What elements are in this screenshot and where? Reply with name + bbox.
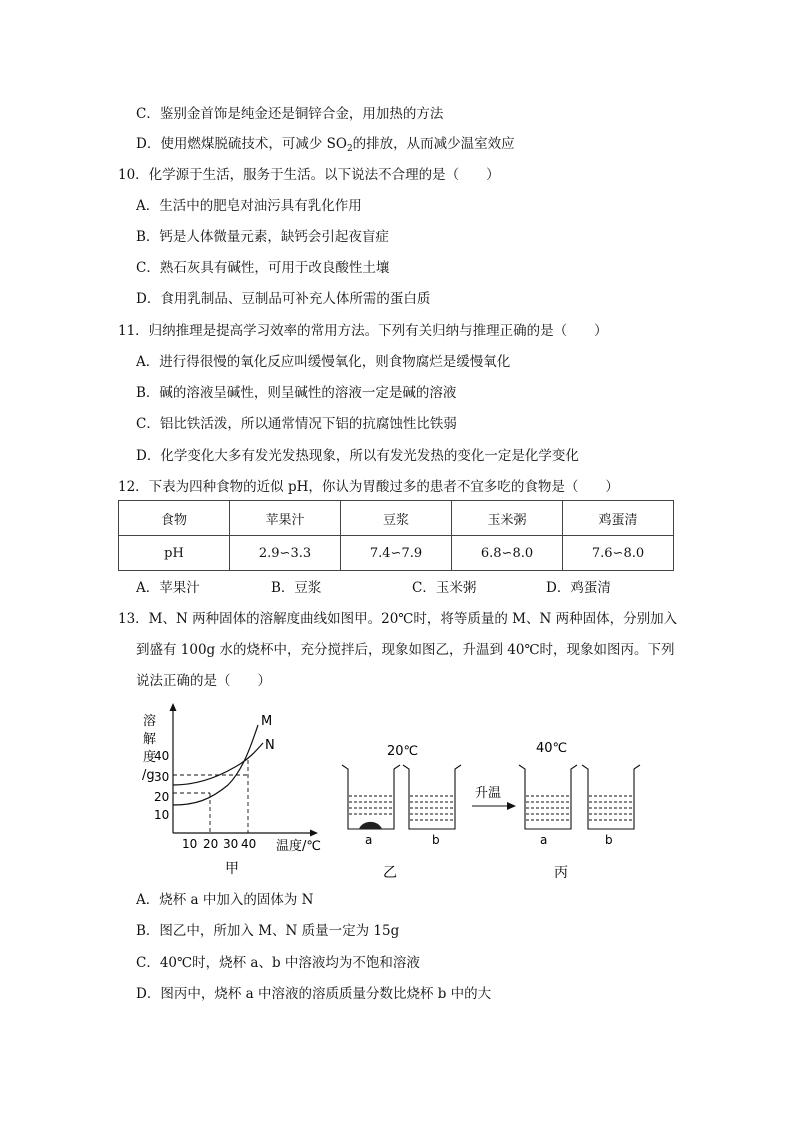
beakers-bing (519, 741, 640, 881)
x-tick-label: 20 (203, 837, 219, 851)
q11-stem: 11．归纳推理是提高学习效率的常用方法。下列有关归纳与推理正确的是（ ） (118, 323, 608, 339)
solubility-chart (142, 703, 321, 877)
q9-option-c: C．鉴别金首饰是纯金还是铜锌合金，用加热的方法 (136, 106, 444, 122)
beaker-label-b: b (432, 833, 440, 847)
ph-table-header-row (119, 501, 674, 536)
ph-table-cell: 鸡蛋清 (563, 501, 674, 536)
arrow-label: 升温 (475, 786, 502, 801)
ph-table-cell: 苹果汁 (230, 501, 341, 536)
x-tick-label: 40 (241, 837, 257, 851)
q13-option-b: B．图乙中，所加入 M、N 质量一定为 15g (136, 923, 400, 939)
temp-label-20: 20℃ (387, 744, 419, 759)
q12-option-b: B．豆浆 (271, 580, 322, 596)
q12-option-d: D．鸡蛋清 (546, 580, 611, 596)
beaker-label-a: a (540, 833, 548, 847)
q11-option-b: B．碱的溶液呈碱性，则呈碱性的溶液一定是碱的溶液 (136, 385, 457, 401)
ph-table-cell: 玉米粥 (452, 501, 563, 536)
curve-n-label: N (265, 738, 275, 753)
ph-table-cell: 食物 (119, 501, 230, 536)
q9-option-d-subscript: 2 (346, 144, 353, 154)
ph-table-cell: 7.4∽7.9 (341, 536, 452, 571)
caption-yi: 乙 (383, 865, 397, 881)
q12-option-a: A．苹果汁 (136, 580, 200, 596)
q13-stem-line2: 到盛有 100g 水的烧杯中，充分搅拌后，现象如图乙，升温到 40℃时，现象如图丙。下列 (136, 642, 675, 658)
q12-options (136, 578, 656, 598)
q12-stem: 12．下表为四种食物的近似 pH，你认为胃酸过多的患者不宜多吃的食物是（ ） (118, 479, 619, 495)
beaker-b-bing (582, 765, 640, 829)
y-tick-label: 10 (154, 808, 170, 822)
q11-option-d: D．化学变化大多有发光发热现象，所以有发光发热的变化一定是化学变化 (136, 448, 579, 464)
beaker-a-bing (519, 765, 577, 829)
y-axis-label-3: 度 (143, 750, 157, 765)
caption-jia: 甲 (225, 861, 239, 877)
y-axis-label-1: 溶 (143, 714, 157, 729)
q9-option-d-text: D．使用燃煤脱硫技术，可减少 SO (136, 136, 347, 152)
q9-option-d-text-end: 的排放，从而减少温室效应 (352, 136, 515, 152)
curve-m-label: M (261, 714, 273, 729)
q10-option-d: D．食用乳制品、豆制品可补充人体所需的蛋白质 (136, 291, 431, 307)
ph-table-value-row (119, 536, 674, 571)
q9-option-d (136, 134, 515, 159)
y-tick-label: 40 (154, 749, 170, 763)
y-tick-label: 20 (154, 790, 170, 804)
q13-option-a: A．烧杯 a 中加入的固体为 N (136, 892, 314, 908)
solubility-figure (0, 695, 794, 895)
q13-stem-line1: 13．M、N 两种固体的溶解度曲线如图甲。20℃时，将等质量的 M、N 两种固体，分别加入 (118, 611, 678, 627)
q11-option-c: C．铝比铁活泼，所以通常情况下铝的抗腐蚀性比铁弱 (136, 416, 457, 432)
ph-table-cell: 豆浆 (341, 501, 452, 536)
heating-arrow (472, 786, 516, 810)
y-axis-label-2: 解 (143, 732, 157, 747)
q10-option-c: C．熟石灰具有碱性，可用于改良酸性土壤 (136, 260, 390, 276)
ph-table-cell: 7.6∽8.0 (563, 536, 674, 571)
y-tick-label: 30 (154, 770, 170, 784)
q10-stem: 10．化学源于生活，服务于生活。以下说法不合理的是（ ） (118, 167, 500, 183)
q10-option-b: B．钙是人体微量元素，缺钙会引起夜盲症 (136, 229, 389, 245)
y-axis-arrow (170, 703, 177, 711)
caption-bing: 丙 (554, 865, 568, 881)
ph-table-cell: pH (119, 536, 230, 571)
x-tick-label: 30 (223, 837, 239, 851)
x-axis-label: 温度/℃ (276, 839, 321, 854)
ph-table (118, 500, 674, 571)
ph-table-cell: 6.8∽8.0 (452, 536, 563, 571)
x-tick-label: 10 (182, 837, 198, 851)
beaker-a-yi (342, 765, 400, 829)
temp-label-40: 40℃ (536, 741, 568, 756)
y-axis-label-4: /g (142, 768, 155, 783)
beaker-label-b: b (605, 833, 613, 847)
q13-stem-line3: 说法正确的是（ ） (136, 673, 271, 689)
ph-table-cell: 2.9∽3.3 (230, 536, 341, 571)
q10-option-a: A．生活中的肥皂对油污具有乳化作用 (136, 198, 362, 214)
q12-option-c: C．玉米粥 (412, 580, 477, 596)
x-axis-arrow (310, 830, 318, 837)
beakers-yi (342, 744, 461, 881)
arrow-head-icon (507, 802, 516, 810)
curve-m (173, 725, 258, 805)
beaker-label-a: a (365, 833, 373, 847)
q11-option-a: A．进行得很慢的氧化反应叫缓慢氧化，则食物腐烂是缓慢氧化 (136, 354, 511, 370)
beaker-b-yi (403, 765, 461, 829)
q13-option-d: D．图丙中，烧杯 a 中溶液的溶质质量分数比烧杯 b 中的大 (136, 986, 492, 1002)
q13-option-c: C．40℃时，烧杯 a、b 中溶液均为不饱和溶液 (136, 955, 420, 971)
